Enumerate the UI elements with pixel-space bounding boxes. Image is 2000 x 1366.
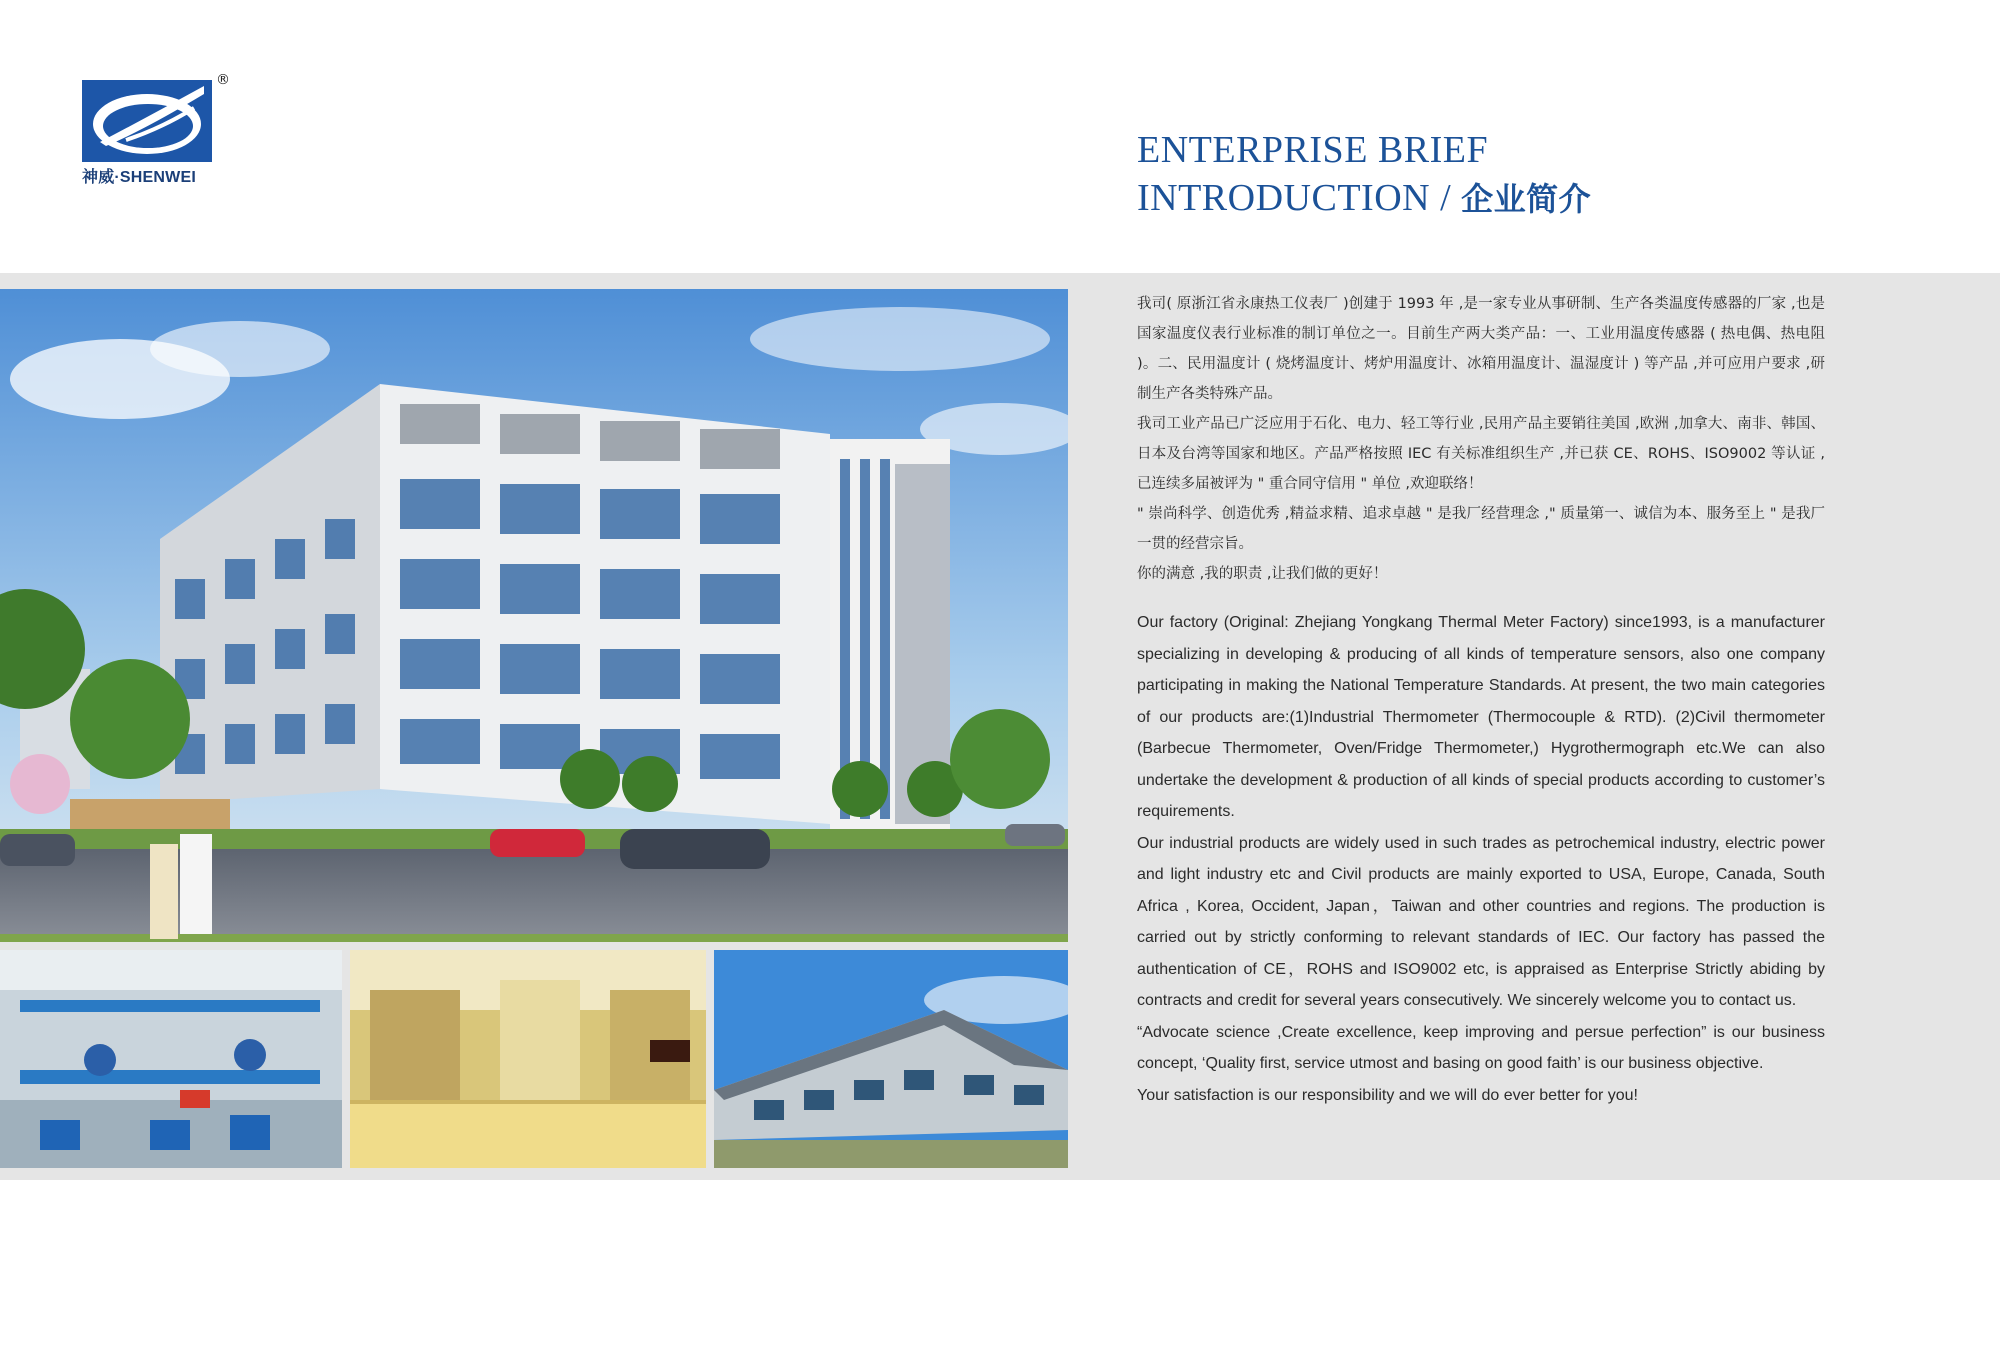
factory-building-photo [0,289,1068,942]
heading-line-1: ENTERPRISE BRIEF [1137,129,1489,171]
workshop-photo [0,950,342,1168]
lobby-photo [350,950,706,1168]
registered-mark: ® [216,72,230,88]
factory-exterior-photo [714,950,1068,1168]
en-paragraph-1: Our factory (Original: Zhejiang Yongkang Thermal Meter Factory) since1993, is a manufacturer specializing in developing & producing of all kinds of temperature sensors, also one company participating in making the National Temperature Standards. At present, the two main categories of our products are:(1)Industrial Thermometer (Thermocouple & RTD). (2)Civil thermometer (Barbecue Thermometer, Oven/Fridge Thermometer,) Hygrothermograph etc.We can also undertake the development & production of all kinds of special products according to customer’s requirements. [1137,614,1825,820]
cn-paragraph-3: " 崇尚科学、创造优秀 ,精益求精、追求卓越 " 是我厂经营理念 ," 质量第一、诚信为本、服务至上 " 是我厂一贯的经营宗旨。 [1137,506,1825,552]
introduction-text [1137,289,1825,1111]
heading-line-2-cn: 企业简介 [1461,180,1592,218]
cn-paragraph-4: 你的满意 ,我的职责 ,让我们做的更好！ [1137,566,1388,582]
cn-paragraph-2: 我司工业产品已广泛应用于石化、电力、轻工等行业 ,民用产品主要销往美国 ,欧洲 ,加拿大、南非、韩国、日本及台湾等国家和地区。产品严格按照 IEC 有关标准组织生产 ,并已获 CE、ROHS、ISO9002 等认证 ,已连续多届被评为 " 重合同守信用 " 单位 ,欢迎联络！ [1137,416,1825,492]
en-paragraph-3: “Advocate science ,Create excellence, keep improving and persue perfection” is our business concept, ‘Quality first, service utmost and basing on good faith’ is our business objective. [1137,1023,1825,1072]
logo-emblem-icon [82,80,212,162]
heading-line-2 [1137,174,1591,223]
shenwei-logo [82,72,242,187]
cn-paragraph-1: 我司( 原浙江省永康热工仪表厂 )创建于 1993 年 ,是一家专业从事研制、生产各类温度传感器的厂家 ,也是国家温度仪表行业标准的制订单位之一。目前生产两大类产品：一、工业用温度传感器 ( 热电偶、热电阻 )。二、民用温度计 ( 烧烤温度计、烤炉用温度计、冰箱用温度计、温湿度计 ) 等产品 ,并可应用户要求 ,研制生产各类特殊产品。 [1137,296,1825,402]
english-introduction [1137,607,1825,1111]
en-paragraph-2: Our industrial products are widely used in such trades as petrochemical industry, electric power and light industry etc and Civil products are mainly exported to USA, Europe, Canada, South Africa , Korea, Occident, Japan，Taiwan and other countries and regions. The production is carried out by strictly conforming to relevant standards of IEC. Our factory has passed the authentication of CE，ROHS and ISO9002 etc, is appraised as Enterprise Strictly abiding by contracts and credit for several years consecutively. We sincerely welcome you to contact us. [1137,834,1825,1009]
heading-line-2-en: INTRODUCTION / [1137,177,1462,219]
logo-brand-text: 神威·SHENWEI [82,169,197,186]
en-paragraph-4: Your satisfaction is our responsibility and we will do ever better for you! [1137,1086,1638,1104]
page-heading [1137,126,1591,223]
